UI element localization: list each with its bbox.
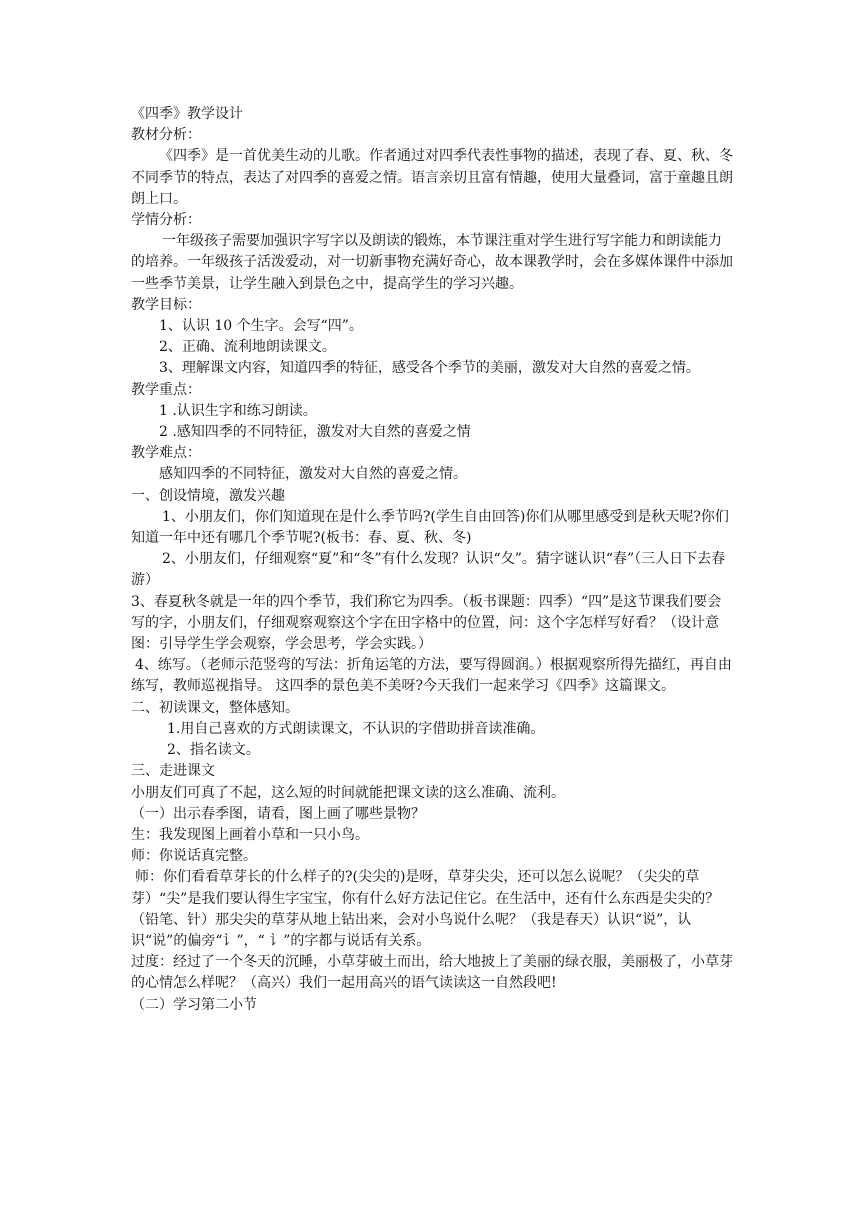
section-heading: 学情分析： bbox=[131, 212, 201, 229]
paragraph: 3、理解课文内容，知道四季的特征，感受各个季节的美丽，激发对大自然的喜爱之情。 bbox=[159, 360, 700, 377]
section-heading: （二）学习第二小节 bbox=[131, 996, 257, 1013]
paragraph: 2、小朋友们，仔细观察“夏”和“冬”有什么发现？认识“夂”。猜字谜认识“春”（三人日下去春游） bbox=[131, 551, 726, 589]
document-title: 《四季》教学设计 bbox=[131, 106, 243, 122]
section-heading: 师：你说话真完整。 bbox=[131, 848, 257, 865]
section-heading: 3、春夏秋冬就是一年的四个季节，我们称它为四季。（板书课题：四季）“四”是这节课我们要会写的字，小朋友们，仔细观察观察这个字在田字格中的位置，问：这个字怎样写好看？（设计意图：引导学生学会观察，学会思考，学会实践。） bbox=[131, 593, 722, 653]
section-heading: 生：我发现图上画着小草和一只小鸟。 bbox=[131, 826, 369, 843]
section-heading: 教材分析： bbox=[131, 127, 201, 144]
section-heading: 三、走进课文 bbox=[131, 763, 215, 780]
section-heading: 小朋友们可真了不起，这么短的时间就能把课文读的这么准确、流利。 bbox=[131, 784, 565, 801]
section-heading: 二、初读课文，整体感知。 bbox=[131, 699, 299, 716]
paragraph: 师：你们看看草芽长的什么样子的?(尖尖的)是呀，草芽尖尖，还可以怎么说呢？（尖尖的草芽）“尖”是我们要认得生字宝宝，你有什么好方法记住它。在生活中，还有什么东西是尖尖的？（铅笔、针）那尖尖的草芽从地上钻出来，会对小鸟说什么呢？（我是春天）认识“说”，认识“说”的偏旁“讠”，“ 讠”的字都与说话有关系。 bbox=[131, 869, 720, 949]
paragraph: 2、指名读文。 bbox=[167, 742, 260, 759]
paragraph: 1、小朋友们，你们知道现在是什么季节吗?(学生自由回答)你们从哪里感受到是秋天呢?你们知道一年中还有哪几个季节呢?(板书：春、夏、秋、冬) bbox=[131, 508, 729, 547]
section-heading: （一）出示春季图，请看，图上画了哪些景物？ bbox=[131, 805, 425, 822]
paragraph: 1、认识 10 个生字。会写“四”。 bbox=[159, 318, 363, 335]
paragraph: 一年级孩子需要加强识字写字以及朗读的锻炼，本节课注重对学生进行写字能力和朗读能力的培养。一年级孩子活泼爱动，对一切新事物充满好奇心，故本课教学时，会在多媒体课件中添加一些季节美景，让学生融入到景色之中，提高学生的学习兴趣。 bbox=[131, 233, 733, 292]
paragraph: 2 .感知四季的不同特征，激发对大自然的喜爱之情 bbox=[159, 424, 471, 441]
document-paragraphs bbox=[131, 125, 733, 1016]
section-heading: 教学难点： bbox=[131, 445, 201, 462]
paragraph: 2、正确、流利地朗读课文。 bbox=[159, 339, 336, 356]
section-heading: 教学目标： bbox=[131, 296, 201, 313]
paragraph: 4、练写。（老师示范竖弯的写法：折角运笔的方法，要写得圆润。）根据观察所得先描红，再自由练写，教师巡视指导。 这四季的景色美不美呀?今天我们一起来学习《四季》这篇课文。 bbox=[131, 657, 732, 695]
section-heading: 过度：经过了一个冬天的沉睡，小草芽破土而出，给大地披上了美丽的绿衣服，美丽极了，小草芽的心情怎么样呢？（高兴）我们一起用高兴的语气读读这一自然段吧! bbox=[131, 954, 733, 992]
section-heading: 教学重点： bbox=[131, 381, 201, 398]
section-heading: 一、创设情境，激发兴趣 bbox=[131, 487, 285, 504]
document-body bbox=[131, 104, 733, 1016]
paragraph: 1.用自己喜欢的方式朗读课文，不认识的字借助拼音读准确。 bbox=[167, 720, 545, 737]
paragraph: 1 .认识生字和练习朗读。 bbox=[159, 402, 317, 419]
paragraph: 《四季》是一首优美生动的儿歌。作者通过对四季代表性事物的描述，表现了春、夏、秋、冬不同季节的特点，表达了对四季的喜爱之情。语言亲切且富有情趣，使用大量叠词，富于童趣且朗朗上口。 bbox=[131, 148, 733, 207]
paragraph: 感知四季的不同特征，激发对大自然的喜爱之情。 bbox=[159, 466, 467, 483]
